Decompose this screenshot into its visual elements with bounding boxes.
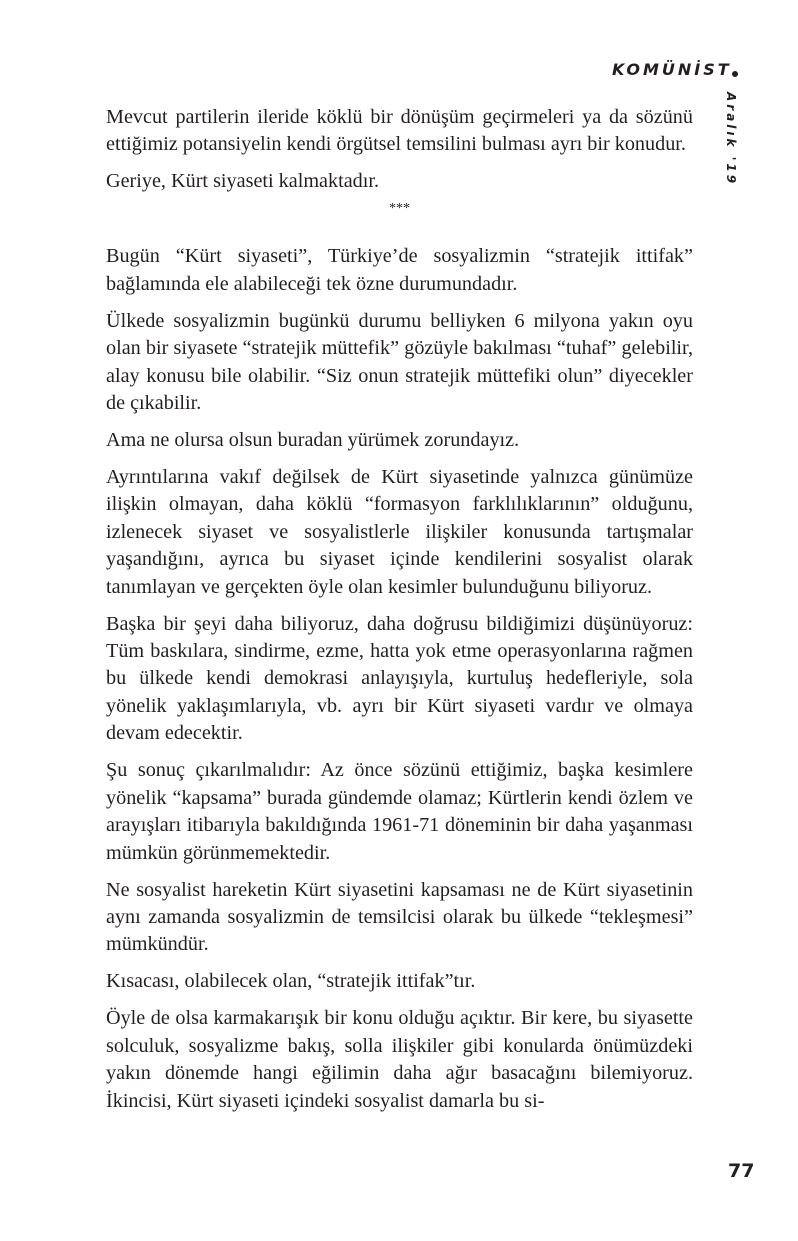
paragraph: Geriye, Kürt siyaseti kalmaktadır. xyxy=(106,170,380,193)
paragraph: Şu sonuç çıkarılmalıdır: Az önce sözünü ettiğimiz, başka kesimlere yönelik “kapsama” burada gündemde olamaz; Kürtlerin kendi özlem ve arayışları itibarıyla bakıldığında 1961-71 döneminin bir daha yaşanması mümkün görünmemektedir. xyxy=(106,759,693,864)
paragraph: Kısacası, olabilecek olan, “stratejik ittifak”tır. xyxy=(106,970,476,993)
paragraph: Ama ne olursa olsun buradan yürümek zorundayız. xyxy=(106,429,520,452)
section-separator: *** xyxy=(389,201,410,217)
paragraph: Mevcut partilerin ileride köklü bir dönüşüm geçirmeleri ya da sözünü ettiğimiz potansiyelin kendi örgütsel temsilini bulması ayrı bir konudur. xyxy=(106,106,693,156)
bullet-dot-icon xyxy=(732,71,738,77)
paragraph: Başka bir şeyi daha biliyoruz, daha doğrusu bildiğimizi düşünüyoruz: Tüm baskılara, sindirme, ezme, hatta yok etme operasyonlarına rağmen bu ülkede kendi demokrasi anlayışıyla, kurtuluş hedefleriyle, sola yönelik yaklaşımlarıyla, vb. ayrı bir Kürt siyaseti vardır ve olmaya devam edecektir. xyxy=(106,612,693,745)
paragraph: Ne sosyalist hareketin Kürt siyasetini kapsaması ne de Kürt siyasetinin aynı zamanda sosyalizmin de temsilcisi olarak bu ülkede “tekleşmesi” mümkündür. xyxy=(106,878,693,956)
paragraph: Ayrıntılarına vakıf değilsek de Kürt siyasetinde yalnızca günümüze ilişkin olmayan, daha köklü “formasyon farklılıklarının” olduğunu, izlenecek siyaset ve sosyalistlerle ilişkiler konusunda tartışmalar yaşandığını, ayrıca bu siyaset içinde kendilerini sosyalist olarak tanımlayan ve gerçekten öyle olan kesimler bulunduğunu biliyoruz. xyxy=(106,466,693,598)
paragraph: Ülkede sosyalizmin bugünkü durumu belliyken 6 milyona yakın oyu olan bir siyasete “stratejik müttefik” gözüyle bakılması “tuhaf” gelebilir, alay konusu bile olabilir. “Siz onun stratejik müttefiki olun” diyecekler de çıkabilir. xyxy=(106,309,693,415)
page-number: 77 xyxy=(728,1160,755,1182)
paragraph: Öyle de olsa karmakarışık bir konu olduğu açıktır. Bir kere, bu siyasette solculuk, sosyalizme bakış, solla ilişkiler gibi konularda önümüzdeki yakın dönemde hangi eğilimin daha ağır basacağını bilemiyoruz. İkincisi, Kürt siyaseti içindeki sosyalist damarla bu si- xyxy=(106,1007,693,1112)
paragraph: Bugün “Kürt siyaseti”, Türkiye’de sosyalizmin “stratejik ittifak” bağlamında ele alabileceği tek özne durumundadır. xyxy=(106,245,693,295)
article-body xyxy=(106,104,693,1125)
running-header-issue-date: Aralık '19 xyxy=(724,92,738,187)
running-header-magazine-title: KOMÜNİST xyxy=(612,60,732,79)
